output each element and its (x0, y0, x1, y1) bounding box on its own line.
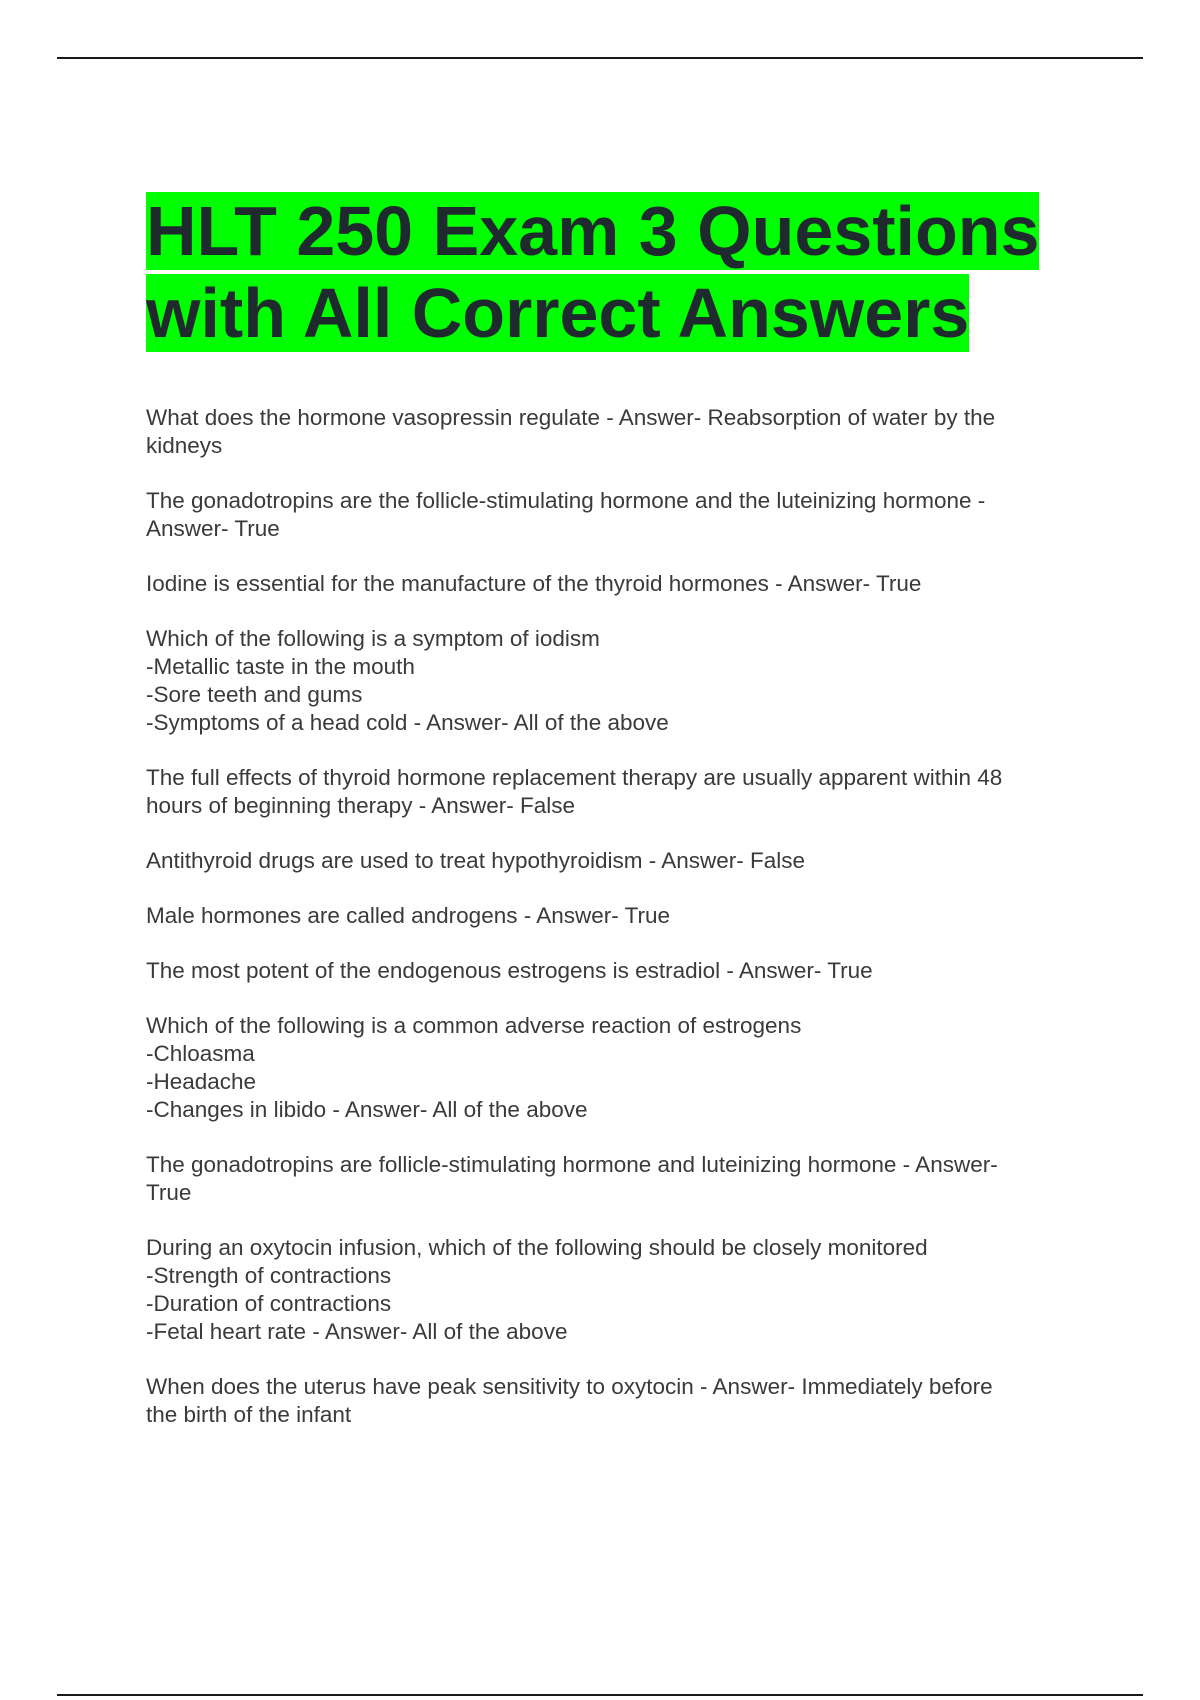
qa-line: Antithyroid drugs are used to treat hypothyroidism - Answer- False (146, 848, 806, 873)
qa-item (146, 1012, 1076, 1124)
qa-line: -Fetal heart rate - Answer- All of the above (146, 1319, 568, 1344)
qa-line: The gonadotropins are the follicle-stimulating hormone and the luteinizing hormone - (146, 488, 986, 513)
qa-item (146, 487, 1076, 543)
qa-line: Answer- True (146, 516, 280, 541)
qa-line: -Strength of contractions (146, 1263, 392, 1288)
title-line-2: with All Correct Answers (146, 274, 970, 352)
top-rule (57, 57, 1143, 59)
qa-line: -Sore teeth and gums (146, 682, 363, 707)
qa-item (146, 570, 1076, 598)
qa-line: When does the uterus have peak sensitivity to oxytocin - Answer- Immediately before (146, 1374, 993, 1399)
qa-line: hours of beginning therapy - Answer- False (146, 793, 575, 818)
qa-item (146, 1151, 1076, 1207)
qa-line: The most potent of the endogenous estrogens is estradiol - Answer- True (146, 958, 873, 983)
qa-line: Which of the following is a symptom of iodism (146, 626, 600, 651)
qa-list (146, 404, 1076, 1429)
qa-line: -Changes in libido - Answer- All of the above (146, 1097, 588, 1122)
qa-line: During an oxytocin infusion, which of the following should be closely monitored (146, 1235, 928, 1260)
qa-line: Which of the following is a common adverse reaction of estrogens (146, 1013, 802, 1038)
qa-item (146, 625, 1076, 737)
qa-line: What does the hormone vasopressin regulate - Answer- Reabsorption of water by the (146, 405, 996, 430)
qa-line: the birth of the infant (146, 1402, 352, 1427)
qa-item (146, 902, 1076, 930)
document-title (146, 190, 1076, 354)
qa-line: Male hormones are called androgens - Answer- True (146, 903, 671, 928)
qa-line: -Chloasma (146, 1041, 255, 1066)
qa-item (146, 404, 1076, 460)
qa-line: -Headache (146, 1069, 257, 1094)
bottom-rule (57, 1694, 1143, 1696)
qa-line: Iodine is essential for the manufacture of the thyroid hormones - Answer- True (146, 571, 922, 596)
qa-item (146, 1234, 1076, 1346)
qa-line: The gonadotropins are follicle-stimulating hormone and luteinizing hormone - Answer- (146, 1152, 998, 1177)
document-body (146, 190, 1076, 1456)
qa-line: -Duration of contractions (146, 1291, 392, 1316)
qa-item (146, 1373, 1076, 1429)
qa-item (146, 957, 1076, 985)
qa-line: -Symptoms of a head cold - Answer- All of the above (146, 710, 669, 735)
qa-line: True (146, 1180, 192, 1205)
qa-line: kidneys (146, 433, 223, 458)
qa-line: -Metallic taste in the mouth (146, 654, 415, 679)
qa-item (146, 764, 1076, 820)
qa-line: The full effects of thyroid hormone replacement therapy are usually apparent within 48 (146, 765, 1003, 790)
title-line-1: HLT 250 Exam 3 Questions (146, 192, 1040, 270)
qa-item (146, 847, 1076, 875)
